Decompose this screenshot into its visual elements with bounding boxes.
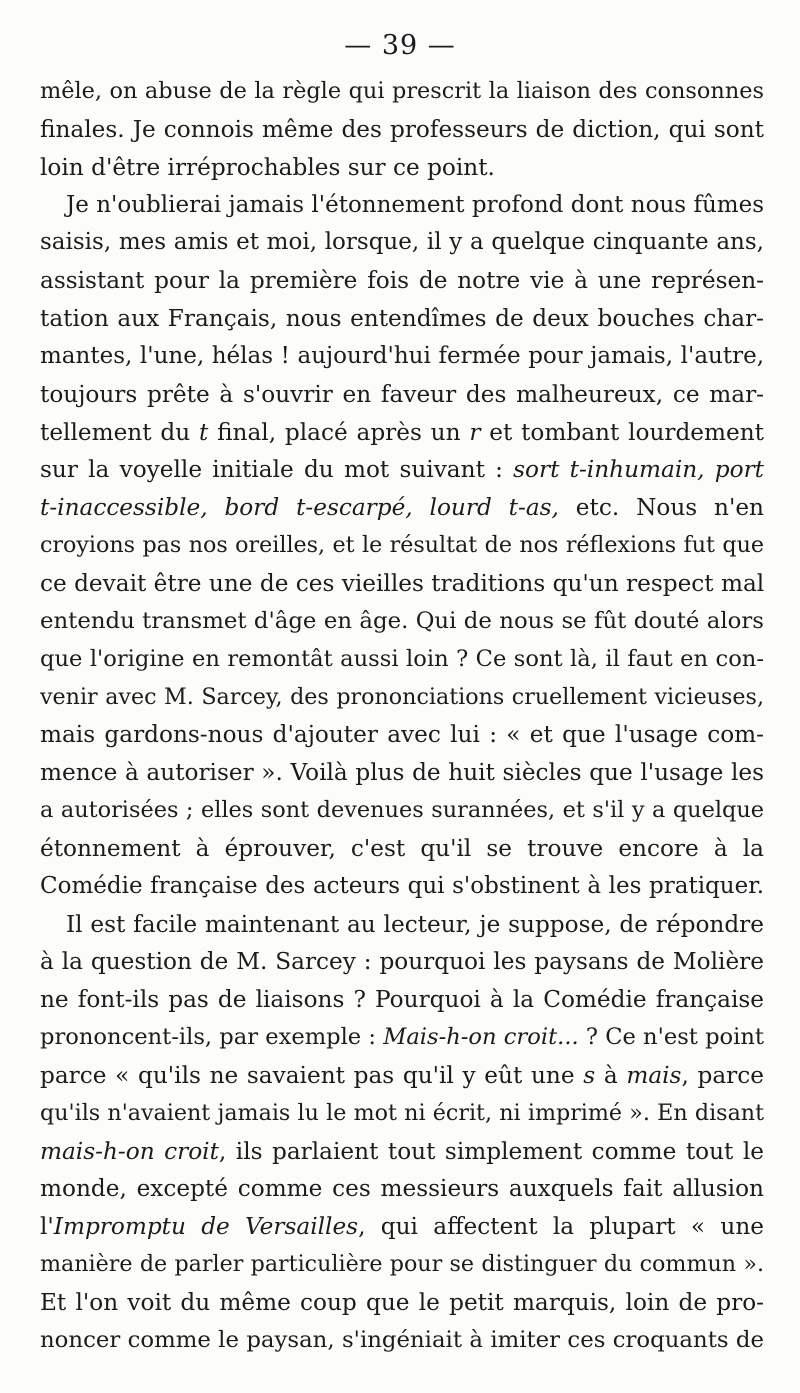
text-line (40, 527, 764, 565)
text-segment: Il est facile maintenant au lecteur, je suppose, de répondre (66, 910, 764, 938)
text-line (40, 1322, 764, 1360)
text-line (40, 489, 764, 527)
text-segment: mêle, on abuse de la règle qui prescrit la liaison des consonnes (40, 78, 764, 104)
text-segment: sur la voyelle initiale du mot suivant : (40, 456, 514, 484)
text-line (40, 111, 764, 149)
text-line (40, 1057, 764, 1095)
text-segment: finales. Je connois même des professeurs de diction, qui sont (40, 115, 764, 143)
text-line (40, 792, 764, 830)
text-segment: tation aux Français, nous entendîmes de deux bouches char- (40, 305, 764, 333)
text-segment: entendu transmet d'âge en âge. Qui de nous se fût douté alors (40, 607, 764, 634)
text-segment: , parce (681, 1061, 764, 1089)
text-line (40, 1246, 764, 1284)
text-segment: étonnement à éprouver, c'est qu'il se trouve encore à la (40, 834, 764, 862)
body-text (40, 73, 764, 1360)
text-segment: toujours prête à s'ouvrir en faveur des malheureux, ce mar- (40, 380, 764, 408)
text-segment: final, placé après un (208, 418, 470, 446)
italic-text: r (469, 418, 481, 446)
text-line (40, 906, 764, 944)
text-segment: manière de parler particulière pour se distinguer du commun ». (40, 1251, 764, 1278)
text-line (40, 830, 764, 868)
text-segment: Je n'oublierai jamais l'étonnement profond dont nous fûmes (66, 191, 764, 218)
text-line (40, 300, 764, 338)
text-segment: tellement du (40, 418, 199, 446)
text-segment: saisis, mes amis et moi, lorsque, il y a quelque cinquante ans, (40, 229, 764, 256)
text-segment: mantes, l'une, hélas ! aujourd'hui fermée pour jamais, l'autre, (40, 342, 764, 369)
text-segment: noncer comme le paysan, s'ingéniait à imiter ces croquants de (40, 1326, 764, 1353)
text-segment: ce devait être une de ces vieilles traditions qu'un respect mal (40, 569, 764, 597)
italic-text: s (583, 1061, 596, 1089)
text-segment: assistant pour la première fois de notre vie à une représen- (40, 267, 764, 295)
text-segment: croyions pas nos oreilles, et le résultat de nos réflexions fut que (40, 532, 764, 559)
text-segment: mence à autoriser ». Voilà plus de huit siècles que l'usage les (40, 759, 764, 787)
text-line (40, 1133, 764, 1171)
text-segment: ? Ce n'est point (578, 1024, 764, 1051)
text-line (40, 981, 764, 1019)
text-segment: l' (40, 1213, 54, 1241)
page-number: — 39 — (344, 30, 456, 61)
italic-text: Mais-h-on croit... (383, 1024, 579, 1051)
italic-text: sort t-inhumain, port (513, 456, 764, 484)
text-line (40, 1095, 764, 1133)
text-segment: Et l'on voit du même coup que le petit marquis, loin de pro- (40, 1289, 764, 1316)
text-segment: à la question de M. Sarcey : pourquoi les paysans de Molière (40, 948, 764, 976)
text-line (40, 943, 764, 981)
text-segment: , ils parlaient tout simplement comme tout le (218, 1137, 764, 1165)
text-line (40, 1170, 764, 1208)
text-segment: monde, excepté comme ces messieurs auxquels fait allusion (40, 1175, 764, 1203)
text-segment: ne font-ils pas de liaisons ? Pourquoi à la Comédie française (40, 986, 764, 1014)
text-line (40, 451, 764, 489)
text-line (40, 716, 764, 754)
text-segment: à (595, 1061, 627, 1089)
text-line (40, 565, 764, 603)
text-segment: et tombant lourdement (480, 418, 764, 446)
text-segment: a autorisées ; elles sont devenues surannées, et s'il y a quelque (40, 797, 764, 824)
text-segment: venir avec M. Sarcey, des prononciations cruellement vicieuses, (40, 683, 764, 710)
text-line (40, 1284, 764, 1322)
text-line (40, 262, 764, 300)
text-segment: que l'origine en remontât aussi loin ? Ce sont là, il faut en con- (40, 645, 764, 672)
text-segment: mais gardons-nous d'ajouter avec lui : « et que l'usage com- (40, 721, 764, 749)
text-line (40, 641, 764, 679)
text-line (40, 868, 764, 906)
text-line (40, 1019, 764, 1057)
text-line (40, 224, 764, 262)
text-line (40, 149, 764, 187)
italic-text: t-inaccessible, bord t-escarpé, lourd t-as, (40, 494, 559, 522)
text-line (40, 1208, 764, 1246)
text-line (40, 376, 764, 414)
text-segment: prononcent-ils, par exemple : (40, 1024, 384, 1051)
italic-text: Impromptu de Versailles (53, 1213, 359, 1241)
text-line (40, 679, 764, 717)
text-line (40, 338, 764, 376)
text-segment: , qui affectent la plupart « une (358, 1213, 764, 1241)
text-line (40, 754, 764, 792)
text-line (40, 603, 764, 641)
italic-text: mais (626, 1061, 682, 1089)
italic-text: mais-h-on croit (40, 1137, 219, 1165)
text-segment: parce « qu'ils ne savaient pas qu'il y eût une (40, 1061, 584, 1089)
text-line (40, 73, 764, 111)
text-line (40, 414, 764, 452)
text-segment: etc. Nous n'en (558, 494, 764, 522)
text-segment: Comédie française des acteurs qui s'obstinent à les pratiquer. (40, 872, 764, 899)
text-segment: qu'ils n'avaient jamais lu le mot ni écrit, ni imprimé ». En disant (40, 1099, 764, 1126)
text-line (40, 187, 764, 225)
text-segment: loin d'être irréprochables sur ce point. (40, 153, 495, 181)
italic-text: t (198, 418, 209, 446)
